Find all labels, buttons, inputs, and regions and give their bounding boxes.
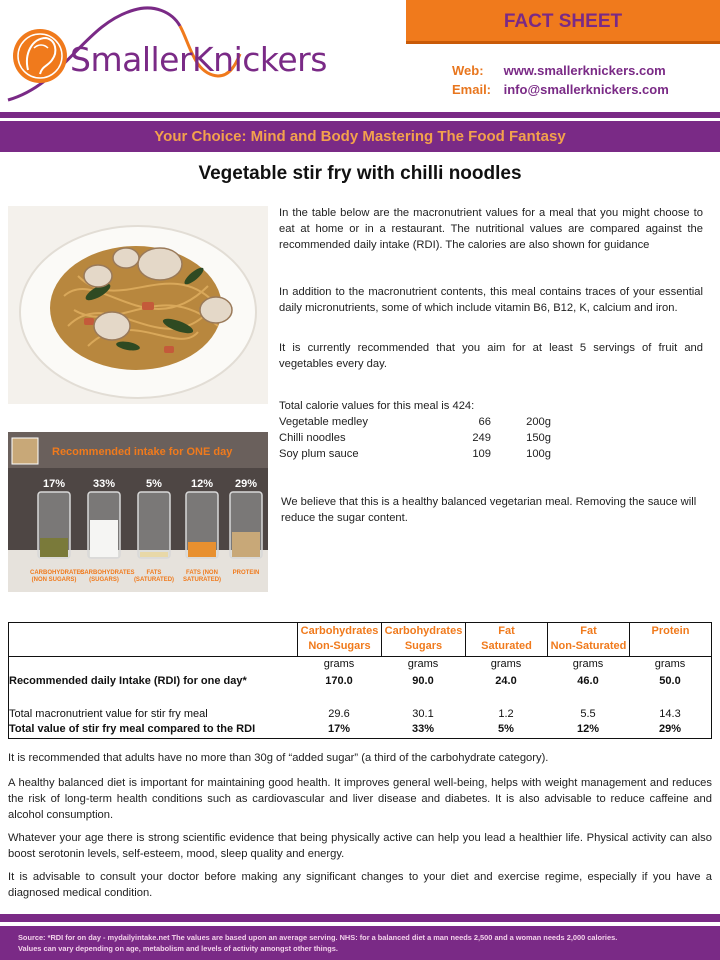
- table-row-label: Recommended daily Intake (RDI) for one day*: [9, 675, 247, 687]
- note-consult-doctor: It is advisable to consult your doctor before making any significant changes to your diet and exercise regime, especially if you have a diagnosed medical condition.: [8, 871, 712, 899]
- rdi-pct-protein: 29%: [234, 478, 258, 490]
- calorie-item-grams: 150g: [526, 432, 551, 444]
- email-link[interactable]: info@smallerknickers.com: [503, 82, 669, 97]
- table-cell: 33%: [411, 723, 435, 735]
- web-link[interactable]: www.smallerknickers.com: [503, 63, 666, 78]
- nutrition-table: [8, 622, 712, 739]
- table-cell: 170.0: [325, 675, 353, 687]
- note-physical-activity: Whatever your age there is strong scientific evidence that being physically active can help you lead a healthier life. Physical activity can also boost serotonin levels, self-esteem, mood, sleep quality and energy.: [8, 832, 712, 860]
- email-label: Email:: [452, 82, 492, 97]
- table-cell: 17%: [327, 723, 351, 735]
- calorie-item: [279, 446, 551, 462]
- table-header-fat-sat: [465, 623, 547, 657]
- calorie-item-name: Chilli noodles: [279, 432, 346, 444]
- footer-divider: [0, 914, 720, 922]
- intro-paragraph-1: In the table below are the macronutrient values for a meal that you might choose to eat at home or in a restaurant. The nutritional values are compared against the recommended daily intake (RDI). The calories are also shown for guidance: [279, 207, 703, 251]
- note-added-sugar: It is recommended that adults have no more than 30g of “added sugar” (a third of the carbohydrate category).: [8, 752, 549, 764]
- intro-paragraph-3: It is currently recommended that you aim for at least 5 servings of fruit and vegetables every day.: [279, 342, 703, 370]
- table-row-percent: [9, 722, 711, 737]
- header-line: Non-Saturated: [550, 640, 627, 652]
- table-cell: grams: [654, 658, 686, 670]
- divider-band: [0, 112, 720, 118]
- rdi-label-carb-nonsugar: CARBOHYDRATES (NON SUGARS): [30, 570, 85, 583]
- table-header-fat-nonsat: [547, 623, 629, 657]
- table-cell: grams: [572, 658, 604, 670]
- calorie-list: [279, 398, 551, 462]
- calorie-item-name: Vegetable medley: [279, 416, 368, 428]
- footer-line-1: Source: *RDI for on day - mydailyintake.net The values are based upon an average serving. NHS: for a balanced diet a man needs 2,500 and a woman needs 2,000 calories.: [18, 933, 618, 942]
- contact-block: [452, 61, 669, 99]
- calorie-item-kcal: 109: [472, 448, 491, 460]
- rdi-pct-fat-nonsat: 12%: [190, 478, 214, 490]
- footer-source: [0, 926, 720, 960]
- table-cell: 46.0: [577, 675, 599, 687]
- brand-logo: [4, 4, 334, 104]
- table-row-rdi: [9, 674, 711, 689]
- rdi-pct-carb-sugar: 33%: [92, 478, 116, 490]
- table-cell: 5%: [498, 723, 514, 735]
- table-cell: 5.5: [580, 708, 596, 720]
- table-cell: 50.0: [659, 675, 681, 687]
- header-line: Protein: [651, 625, 690, 637]
- header-line: Fat: [580, 625, 597, 637]
- table-header-carb-nonsugar: [297, 623, 381, 657]
- rdi-label-fat-nonsat: FATS (NON SATURATED): [182, 570, 222, 583]
- table-cell: 90.0: [412, 675, 434, 687]
- table-cell: grams: [323, 658, 355, 670]
- stir-fry-photo: [8, 206, 268, 404]
- rdi-label-carb-sugar: CARBOHYDRATES (SUGARS): [80, 570, 135, 583]
- header-line: Fat: [498, 625, 515, 637]
- rdi-pct-carb-nonsugar: 17%: [42, 478, 66, 490]
- table-cell: 12%: [576, 723, 600, 735]
- contact-email: [452, 80, 669, 99]
- calorie-item: [279, 430, 551, 446]
- calorie-item-name: Soy plum sauce: [279, 448, 359, 460]
- table-row-label: Total value of stir fry meal compared to the RDI: [9, 723, 256, 735]
- header-line: Saturated: [481, 640, 532, 652]
- web-label: Web:: [452, 63, 484, 78]
- table-cell: 29.6: [328, 708, 350, 720]
- table-cell: 14.3: [659, 708, 681, 720]
- rdi-pct-fat-sat: 5%: [146, 478, 162, 490]
- note-balanced-diet: A healthy balanced diet is important for maintaining good health. It improves general well-being, helps with weight management and reduces the risk of long-term health conditions such as cardiovascular and liver disease and diabetes. It is also advisable to reduce caffeine and alcohol consumption.: [8, 777, 712, 821]
- table-cell: 29%: [658, 723, 682, 735]
- calorie-heading: Total calorie values for this meal is 424:: [279, 400, 475, 412]
- header-line: Non-Sugars: [308, 640, 371, 652]
- table-header-protein: [629, 623, 711, 657]
- table-header-carb-sugar: [381, 623, 465, 657]
- contact-web: [452, 61, 669, 80]
- table-cell: 1.2: [498, 708, 514, 720]
- table-row-total: [9, 707, 711, 722]
- header-line: Sugars: [404, 640, 443, 652]
- calorie-item-grams: 200g: [526, 416, 551, 428]
- meal-summary: We believe that this is a healthy balanced vegetarian meal. Removing the sauce will reduce the sugar content.: [281, 496, 697, 524]
- calorie-item-kcal: 249: [472, 432, 491, 444]
- intro-paragraph-2: In addition to the macronutrient contents, this meal contains traces of your essential daily micronutrients, some of which include vitamin B6, B12, K, calcium and iron.: [279, 286, 703, 314]
- fact-sheet-banner: FACT SHEET: [406, 0, 720, 44]
- table-cell: 24.0: [495, 675, 517, 687]
- tagline: Your Choice: Mind and Body Mastering The Food Fantasy: [0, 121, 720, 152]
- rdi-infographic: [8, 432, 268, 592]
- table-cell: grams: [407, 658, 439, 670]
- brand-name: SmallerKnickers: [70, 40, 327, 79]
- calorie-item: [279, 414, 551, 430]
- table-cell: 30.1: [412, 708, 434, 720]
- rdi-image-title: Recommended intake for ONE day: [52, 446, 233, 458]
- footer-line-2: Values can vary depending on age, metabolism and levels of activity amongst other things.: [18, 944, 338, 953]
- table-row-units: [9, 657, 711, 672]
- table-cell: grams: [490, 658, 522, 670]
- table-header-blank: [9, 623, 297, 657]
- page-title: Vegetable stir fry with chilli noodles: [198, 163, 522, 184]
- header-line: Carbohydrates: [384, 625, 463, 637]
- header-line: Carbohydrates: [300, 625, 379, 637]
- calorie-item-grams: 100g: [526, 448, 551, 460]
- rdi-label-fat-sat: FATS (SATURATED): [133, 570, 175, 583]
- table-row-label: Total macronutrient value for stir fry meal: [9, 708, 208, 720]
- calorie-item-kcal: 66: [478, 416, 491, 428]
- rdi-label-protein: PROTEIN: [232, 570, 260, 576]
